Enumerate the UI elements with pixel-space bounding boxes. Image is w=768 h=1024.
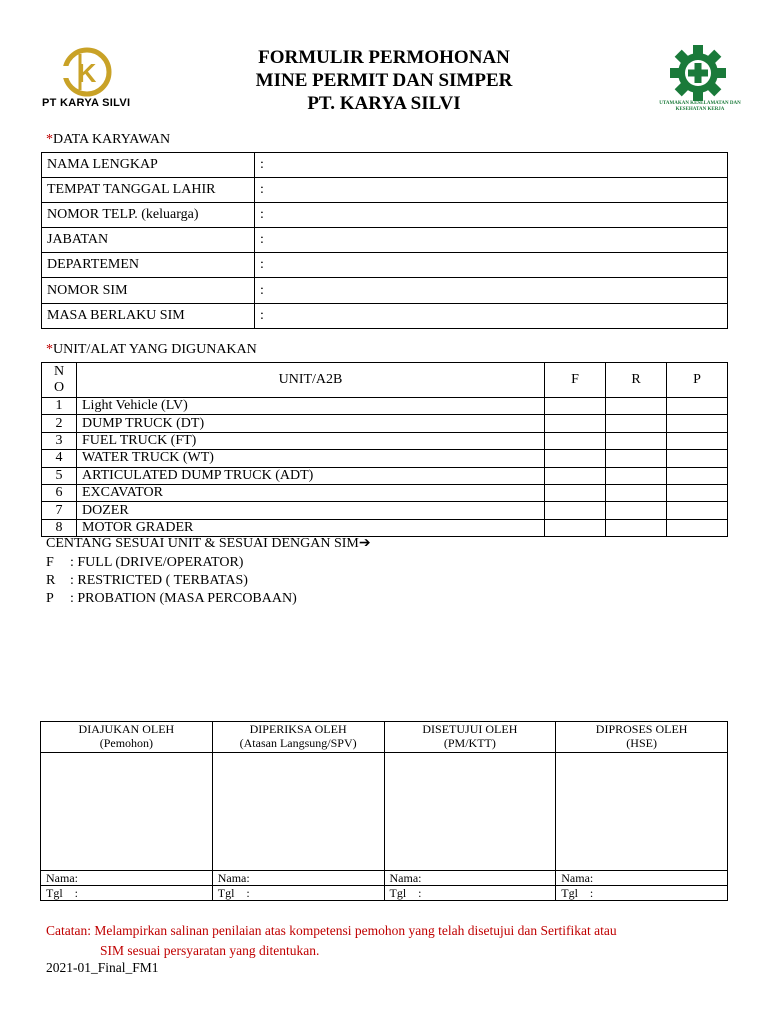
table-row [42,303,728,328]
check-f[interactable] [545,398,606,415]
check-p[interactable] [667,467,728,484]
unit-no: 6 [42,484,77,501]
unit-no: 1 [42,398,77,415]
check-p[interactable] [667,484,728,501]
required-star: * [46,132,53,147]
check-p[interactable] [667,398,728,415]
field-label: DEPARTEMEN [42,253,255,278]
signature-header [212,722,384,753]
document-code: 2021-01_Final_FM1 [46,960,159,975]
check-r[interactable] [606,467,667,484]
check-p[interactable] [667,502,728,519]
legend-key: P [46,591,54,606]
check-f[interactable] [545,450,606,467]
table-row [42,178,728,203]
check-r[interactable] [606,502,667,519]
header-r: R [606,363,667,398]
note-line-2: SIM sesuai persyaratan yang ditentukan. [100,943,320,958]
signature-subtitle: (HSE) [626,736,657,750]
signature-subtitle: (PM/KTT) [443,736,496,750]
signature-space[interactable] [41,753,213,871]
signature-date-row [41,886,728,901]
signature-name-field[interactable]: Nama: [212,871,384,886]
section-unit-label [46,342,257,358]
legend-instruction [46,535,371,553]
field-value[interactable]: : [255,228,728,253]
unit-name: Light Vehicle (LV) [77,398,545,415]
unit-table [41,362,728,537]
field-value[interactable]: : [255,153,728,178]
signature-date-field[interactable]: Tgl : [212,886,384,901]
check-r[interactable] [606,415,667,432]
signature-title: DIAJUKAN OLEH [78,722,175,736]
field-label: TEMPAT TANGGAL LAHIR [42,178,255,203]
field-value[interactable]: : [255,253,728,278]
unit-no: 3 [42,432,77,449]
unit-name: MOTOR GRADER [77,519,545,536]
field-value[interactable]: : [255,303,728,328]
form-title [0,46,768,115]
signature-title: DISETUJUI OLEH [422,722,518,736]
unit-no: 4 [42,450,77,467]
check-p[interactable] [667,432,728,449]
table-row [42,484,728,501]
signature-table [40,721,728,901]
section-data-karyawan-label [46,132,170,148]
legend-item-r [46,572,248,590]
check-r[interactable] [606,450,667,467]
header-unit: UNIT/A2B [77,363,545,398]
table-row [42,502,728,519]
header-no-line-1: N [53,364,65,379]
field-label: NOMOR SIM [42,278,255,303]
field-value[interactable]: : [255,203,728,228]
table-row [42,253,728,278]
signature-name-field[interactable]: Nama: [384,871,556,886]
header-no [42,363,77,398]
check-f[interactable] [545,415,606,432]
unit-name: FUEL TRUCK (FT) [77,432,545,449]
note [46,921,726,961]
check-r[interactable] [606,432,667,449]
check-r[interactable] [606,484,667,501]
signature-title: DIPERIKSA OLEH [249,722,347,736]
table-row [42,432,728,449]
check-f[interactable] [545,519,606,536]
field-label: NOMOR TELP. (keluarga) [42,203,255,228]
required-star: * [46,342,53,357]
check-r[interactable] [606,398,667,415]
signature-header [556,722,728,753]
signature-subtitle: (Atasan Langsung/SPV) [239,736,357,750]
check-p[interactable] [667,415,728,432]
signature-name-field[interactable]: Nama: [556,871,728,886]
unit-name: WATER TRUCK (WT) [77,450,545,467]
legend-item-p [46,590,297,608]
section-title: DATA KARYAWAN [53,132,171,147]
signature-date-field[interactable]: Tgl : [41,886,213,901]
unit-no: 8 [42,519,77,536]
note-line-1: Catatan: Melampirkan salinan penilaian atas kompetensi pemohon yang telah disetujui dan Sertifikat atau [46,923,617,938]
legend-text: : PROBATION (MASA PERCOBAAN) [70,591,297,606]
table-row [42,203,728,228]
check-f[interactable] [545,484,606,501]
field-value[interactable]: : [255,278,728,303]
signature-title: DIPROSES OLEH [595,722,688,736]
signature-header [41,722,213,753]
check-f[interactable] [545,432,606,449]
signature-subtitle: (Pemohon) [99,736,154,750]
signature-name-row [41,871,728,886]
table-row [42,228,728,253]
signature-space-row [41,753,728,871]
title-line-1: FORMULIR PERMOHONAN [258,47,510,68]
unit-name: DUMP TRUCK (DT) [77,415,545,432]
unit-name: EXCAVATOR [77,484,545,501]
header-p: P [667,363,728,398]
field-label: JABATAN [42,228,255,253]
unit-no: 5 [42,467,77,484]
unit-name: ARTICULATED DUMP TRUCK (ADT) [77,467,545,484]
title-line-3: PT. KARYA SILVI [307,93,461,114]
unit-no: 7 [42,502,77,519]
employee-data-table [41,152,728,329]
signature-space[interactable] [384,753,556,871]
table-row [42,278,728,303]
table-row [42,153,728,178]
field-value[interactable]: : [255,178,728,203]
check-f[interactable] [545,502,606,519]
check-f[interactable] [545,467,606,484]
arrow-right-icon: ➔ [358,536,371,551]
title-line-2: MINE PERMIT DAN SIMPER [255,70,513,91]
signature-header-row [41,722,728,753]
legend-key: R [46,573,56,588]
gear-cross-icon [660,44,740,102]
table-row [42,450,728,467]
svg-text:K: K [77,58,97,88]
table-header-row [42,363,728,398]
field-label: MASA BERLAKU SIM [42,303,255,328]
unit-no: 2 [42,415,77,432]
company-logo-text: PT KARYA SILVI [42,97,131,109]
unit-name: DOZER [77,502,545,519]
signature-space[interactable] [556,753,728,871]
table-row [42,398,728,415]
signature-date-field[interactable]: Tgl : [384,886,556,901]
legend-text: : FULL (DRIVE/OPERATOR) [70,555,244,570]
signature-date-field[interactable]: Tgl : [556,886,728,901]
check-p[interactable] [667,450,728,467]
signature-header [384,722,556,753]
k3-logo-caption: UTAMAKAN KESELAMATAN DAN KESEHATAN KERJA [659,101,741,112]
check-r[interactable] [606,519,667,536]
header-no-line-2: O [53,380,65,395]
table-row [42,467,728,484]
table-row [42,415,728,432]
field-label: NAMA LENGKAP [42,153,255,178]
legend-text: : RESTRICTED ( TERBATAS) [70,573,248,588]
signature-space[interactable] [212,753,384,871]
legend-item-f [46,554,243,572]
section-title: UNIT/ALAT YANG DIGUNAKAN [53,342,257,357]
legend-key: F [46,555,54,570]
header-f: F [545,363,606,398]
signature-name-field[interactable]: Nama: [41,871,213,886]
check-p[interactable] [667,519,728,536]
instruction-text: CENTANG SESUAI UNIT & SESUAI DENGAN SIM [46,536,359,551]
